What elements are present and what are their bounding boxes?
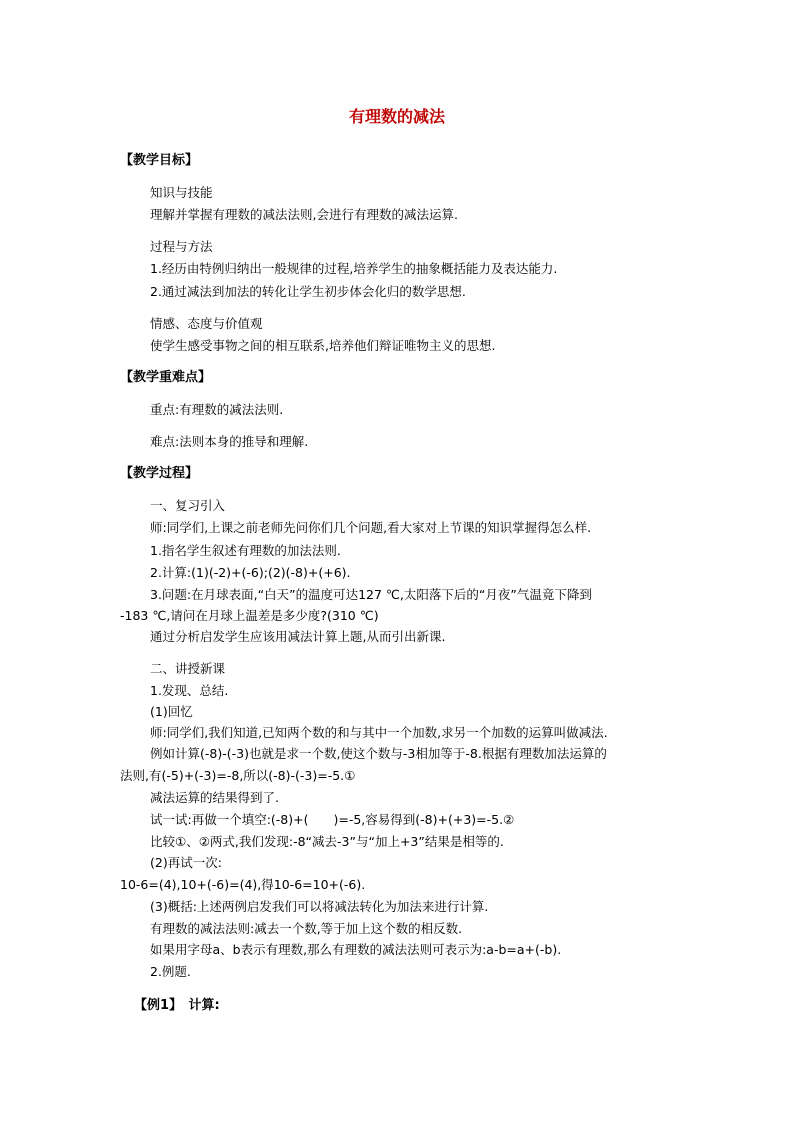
- section-heading-process: 【教学过程】: [120, 466, 199, 481]
- difficulty-point: 难点:法则本身的推导和理解.: [150, 434, 309, 449]
- part2-line: 减法运算的结果得到了.: [150, 790, 279, 805]
- part2-line: 试一试:再做一个填空:(-8)+( )=-5,容易得到(-8)+(+3)=-5.②: [150, 812, 515, 827]
- emotion-text: 使学生感受事物之间的相互联系,培养他们辩证唯物主义的思想.: [150, 338, 496, 353]
- part1-title: 一、复习引入: [150, 498, 226, 513]
- knowledge-text: 理解并掌握有理数的减法法则,会进行有理数的减法运算.: [150, 207, 458, 222]
- process-method-item-1: 1.经历由特例归纳出一般规律的过程,培养学生的抽象概括能力及表达能力.: [150, 261, 558, 276]
- part2-line: (2)再试一次:: [150, 855, 222, 870]
- part2-line: 2.例题.: [150, 964, 191, 979]
- part2-line: 10-6=(4),10+(-6)=(4),得10-6=10+(-6).: [120, 877, 366, 892]
- part2-line: 师:同学们,我们知道,已知两个数的和与其中一个加数,求另一个加数的运算叫做减法.: [150, 725, 608, 740]
- part2-title: 二、讲授新课: [150, 661, 226, 676]
- part2-line: 比较①、②两式,我们发现:-8“减去-3”与“加上+3”结果是相等的.: [150, 834, 504, 849]
- part2-line: 例如计算(-8)-(-3)也就是求一个数,使这个数与-3相加等于-8.根据有理数加法运算的: [150, 746, 607, 761]
- part2-line: 法则,有(-5)+(-3)=-8,所以(-8)-(-3)=-5.①: [120, 768, 356, 783]
- part1-line: 师:同学们,上课之前老师先问你们几个问题,看大家对上节课的知识掌握得怎么样.: [150, 520, 592, 535]
- part1-line: -183 ℃,请问在月球上温差是多少度?(310 ℃): [120, 608, 379, 623]
- part1-line: 1.指名学生叙述有理数的加法法则.: [150, 543, 341, 558]
- part1-line: 2.计算:(1)(-2)+(-6);(2)(-8)+(+6).: [150, 565, 351, 580]
- part2-line: (3)概括:上述两例启发我们可以将减法转化为加法来进行计算.: [150, 899, 489, 914]
- section-heading-keypoints: 【教学重难点】: [120, 370, 212, 385]
- section-heading-goals: 【教学目标】: [120, 153, 199, 168]
- process-method-title: 过程与方法: [150, 239, 213, 254]
- part2-line: 1.发现、总结.: [150, 683, 229, 698]
- page-title: 有理数的减法: [348, 107, 445, 126]
- example-heading: 【例1】 计算:: [134, 998, 220, 1013]
- part2-line: (1)回忆: [150, 704, 193, 719]
- knowledge-title: 知识与技能: [150, 185, 213, 200]
- emotion-title: 情感、态度与价值观: [150, 316, 263, 331]
- part1-line: 3.问题:在月球表面,“白天”的温度可达127 ℃,太阳落下后的“月夜”气温竟下降到: [150, 587, 592, 602]
- process-method-item-2: 2.通过减法到加法的转化让学生初步体会化归的数学思想.: [150, 284, 466, 299]
- part1-line: 通过分析启发学生应该用减法计算上题,从而引出新课.: [150, 629, 446, 644]
- key-point: 重点:有理数的减法法则.: [150, 402, 284, 417]
- part2-line: 有理数的减法法则:减去一个数,等于加上这个数的相反数.: [150, 921, 463, 936]
- part2-line: 如果用字母a、b表示有理数,那么有理数的减法法则可表示为:a-b=a+(-b).: [150, 942, 562, 957]
